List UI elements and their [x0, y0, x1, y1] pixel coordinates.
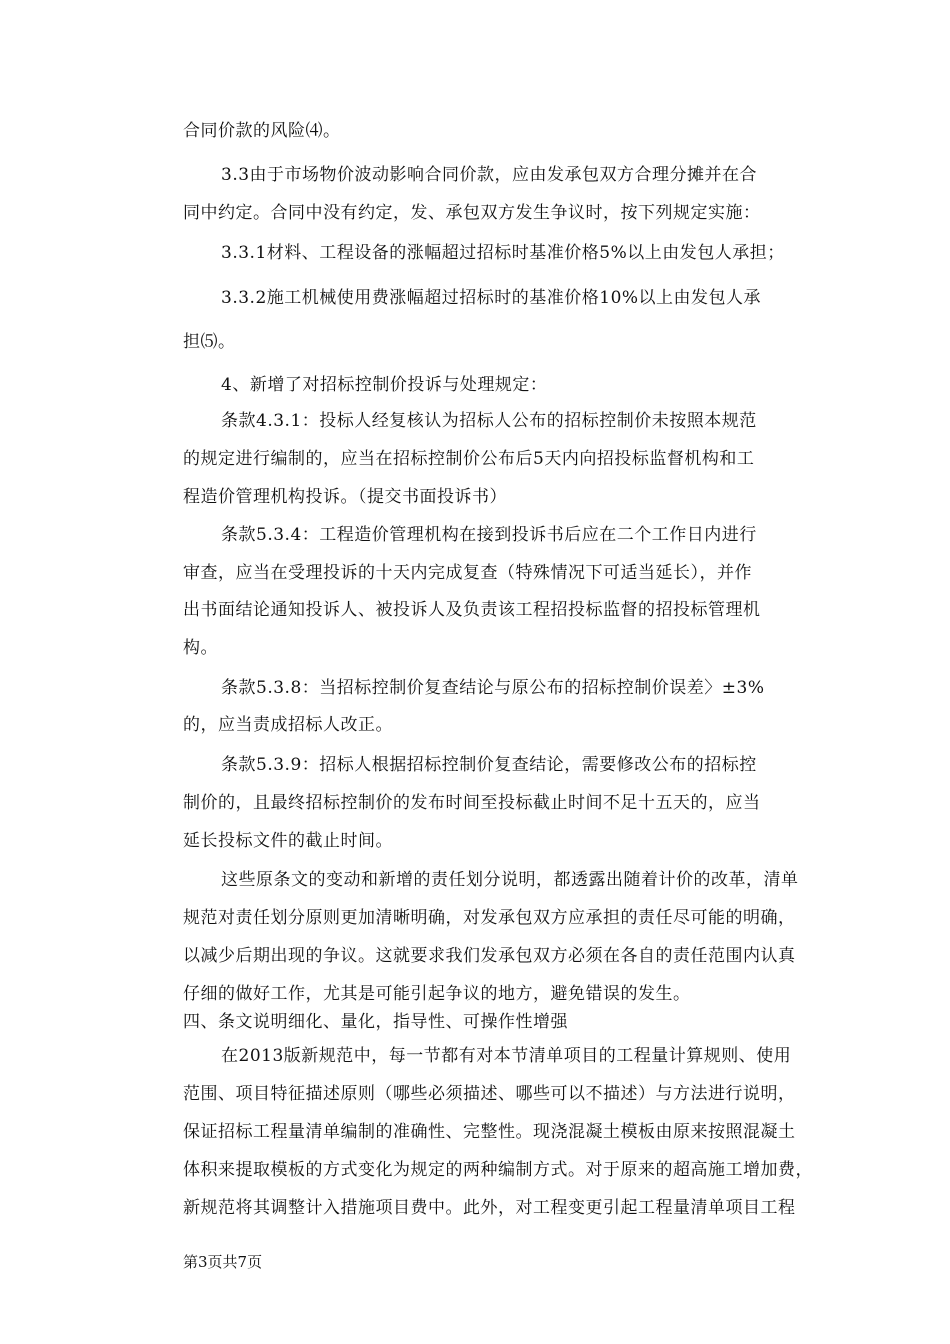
- text-line-18: 制价的，且最终招标控制价的发布时间至投标截止时间不足十五天的，应当: [183, 793, 761, 813]
- text-line-4: 3.3.1材料、工程设备的涨幅超过招标时基准价格5%以上由发包人承担；: [221, 243, 785, 263]
- text-line-5: 3.3.2施工机械使用费涨幅超过招标时的基准价格10%以上由发包人承: [221, 288, 762, 308]
- page-footer: 第3页共7页: [183, 1253, 263, 1271]
- text-line-14: 构。: [183, 638, 218, 658]
- text-line-6: 担⑸。: [183, 332, 236, 352]
- text-line-16: 的，应当责成招标人改正。: [183, 715, 393, 735]
- text-line-10: 程造价管理机构投诉。（提交书面投诉书）: [183, 487, 507, 507]
- text-line-13: 出书面结论通知投诉人、被投诉人及负责该工程招投标监督的招投标管理机: [183, 600, 761, 620]
- text-line-23: 仔细的做好工作，尤其是可能引起争议的地方，避免错误的发生。: [183, 984, 691, 1004]
- text-line-21: 规范对责任划分原则更加清晰明确，对发承包双方应承担的责任尽可能的明确，: [183, 908, 796, 928]
- text-line-17: 条款5.3.9：招标人根据招标控制价复查结论，需要修改公布的招标控: [221, 755, 757, 775]
- text-line-28: 体积来提取模板的方式变化为规定的两种编制方式。对于原来的超高施工增加费，: [183, 1160, 813, 1180]
- text-line-20: 这些原条文的变动和新增的责任划分说明，都透露出随着计价的改革，清单: [221, 870, 799, 890]
- text-line-8: 条款4.3.1：投标人经复核认为招标人公布的招标控制价未按照本规范: [221, 411, 757, 431]
- text-line-2: 3.3由于市场物价波动影响合同价款，应由发承包双方合理分摊并在合: [221, 165, 758, 185]
- text-line-27: 保证招标工程量清单编制的准确性、完整性。现浇混凝土模板由原来按照混凝土: [183, 1122, 796, 1142]
- text-line-25: 在2013版新规范中，每一节都有对本节清单项目的工程量计算规则、使用: [221, 1046, 792, 1066]
- text-line-26: 范围、项目特征描述原则（哪些必须描述、哪些可以不描述）与方法进行说明，: [183, 1084, 796, 1104]
- text-line-7: 4、新增了对招标控制价投诉与处理规定：: [221, 375, 548, 395]
- text-line-9: 的规定进行编制的，应当在招标控制价公布后5天内向招投标监督机构和工: [183, 449, 755, 469]
- text-line-1: 合同价款的风险⑷。: [183, 121, 341, 141]
- text-line-29: 新规范将其调整计入措施项目费中。此外，对工程变更引起工程量清单项目工程: [183, 1198, 796, 1218]
- text-line-3: 同中约定。合同中没有约定，发、承包双方发生争议时，按下列规定实施：: [183, 203, 761, 223]
- text-line-15: 条款5.3.8：当招标控制价复查结论与原公布的招标控制价误差〉±3%: [221, 678, 765, 698]
- text-line-19: 延长投标文件的截止时间。: [183, 831, 393, 851]
- text-line-22: 以减少后期出现的争议。这就要求我们发承包双方必须在各自的责任范围内认真: [183, 946, 796, 966]
- text-line-12: 审查，应当在受理投诉的十天内完成复查（特殊情况下可适当延长），并作: [183, 563, 752, 583]
- section-heading: 四、条文说明细化、量化，指导性、可操作性增强: [183, 1012, 568, 1032]
- text-line-11: 条款5.3.4：工程造价管理机构在接到投诉书后应在二个工作日内进行: [221, 525, 757, 545]
